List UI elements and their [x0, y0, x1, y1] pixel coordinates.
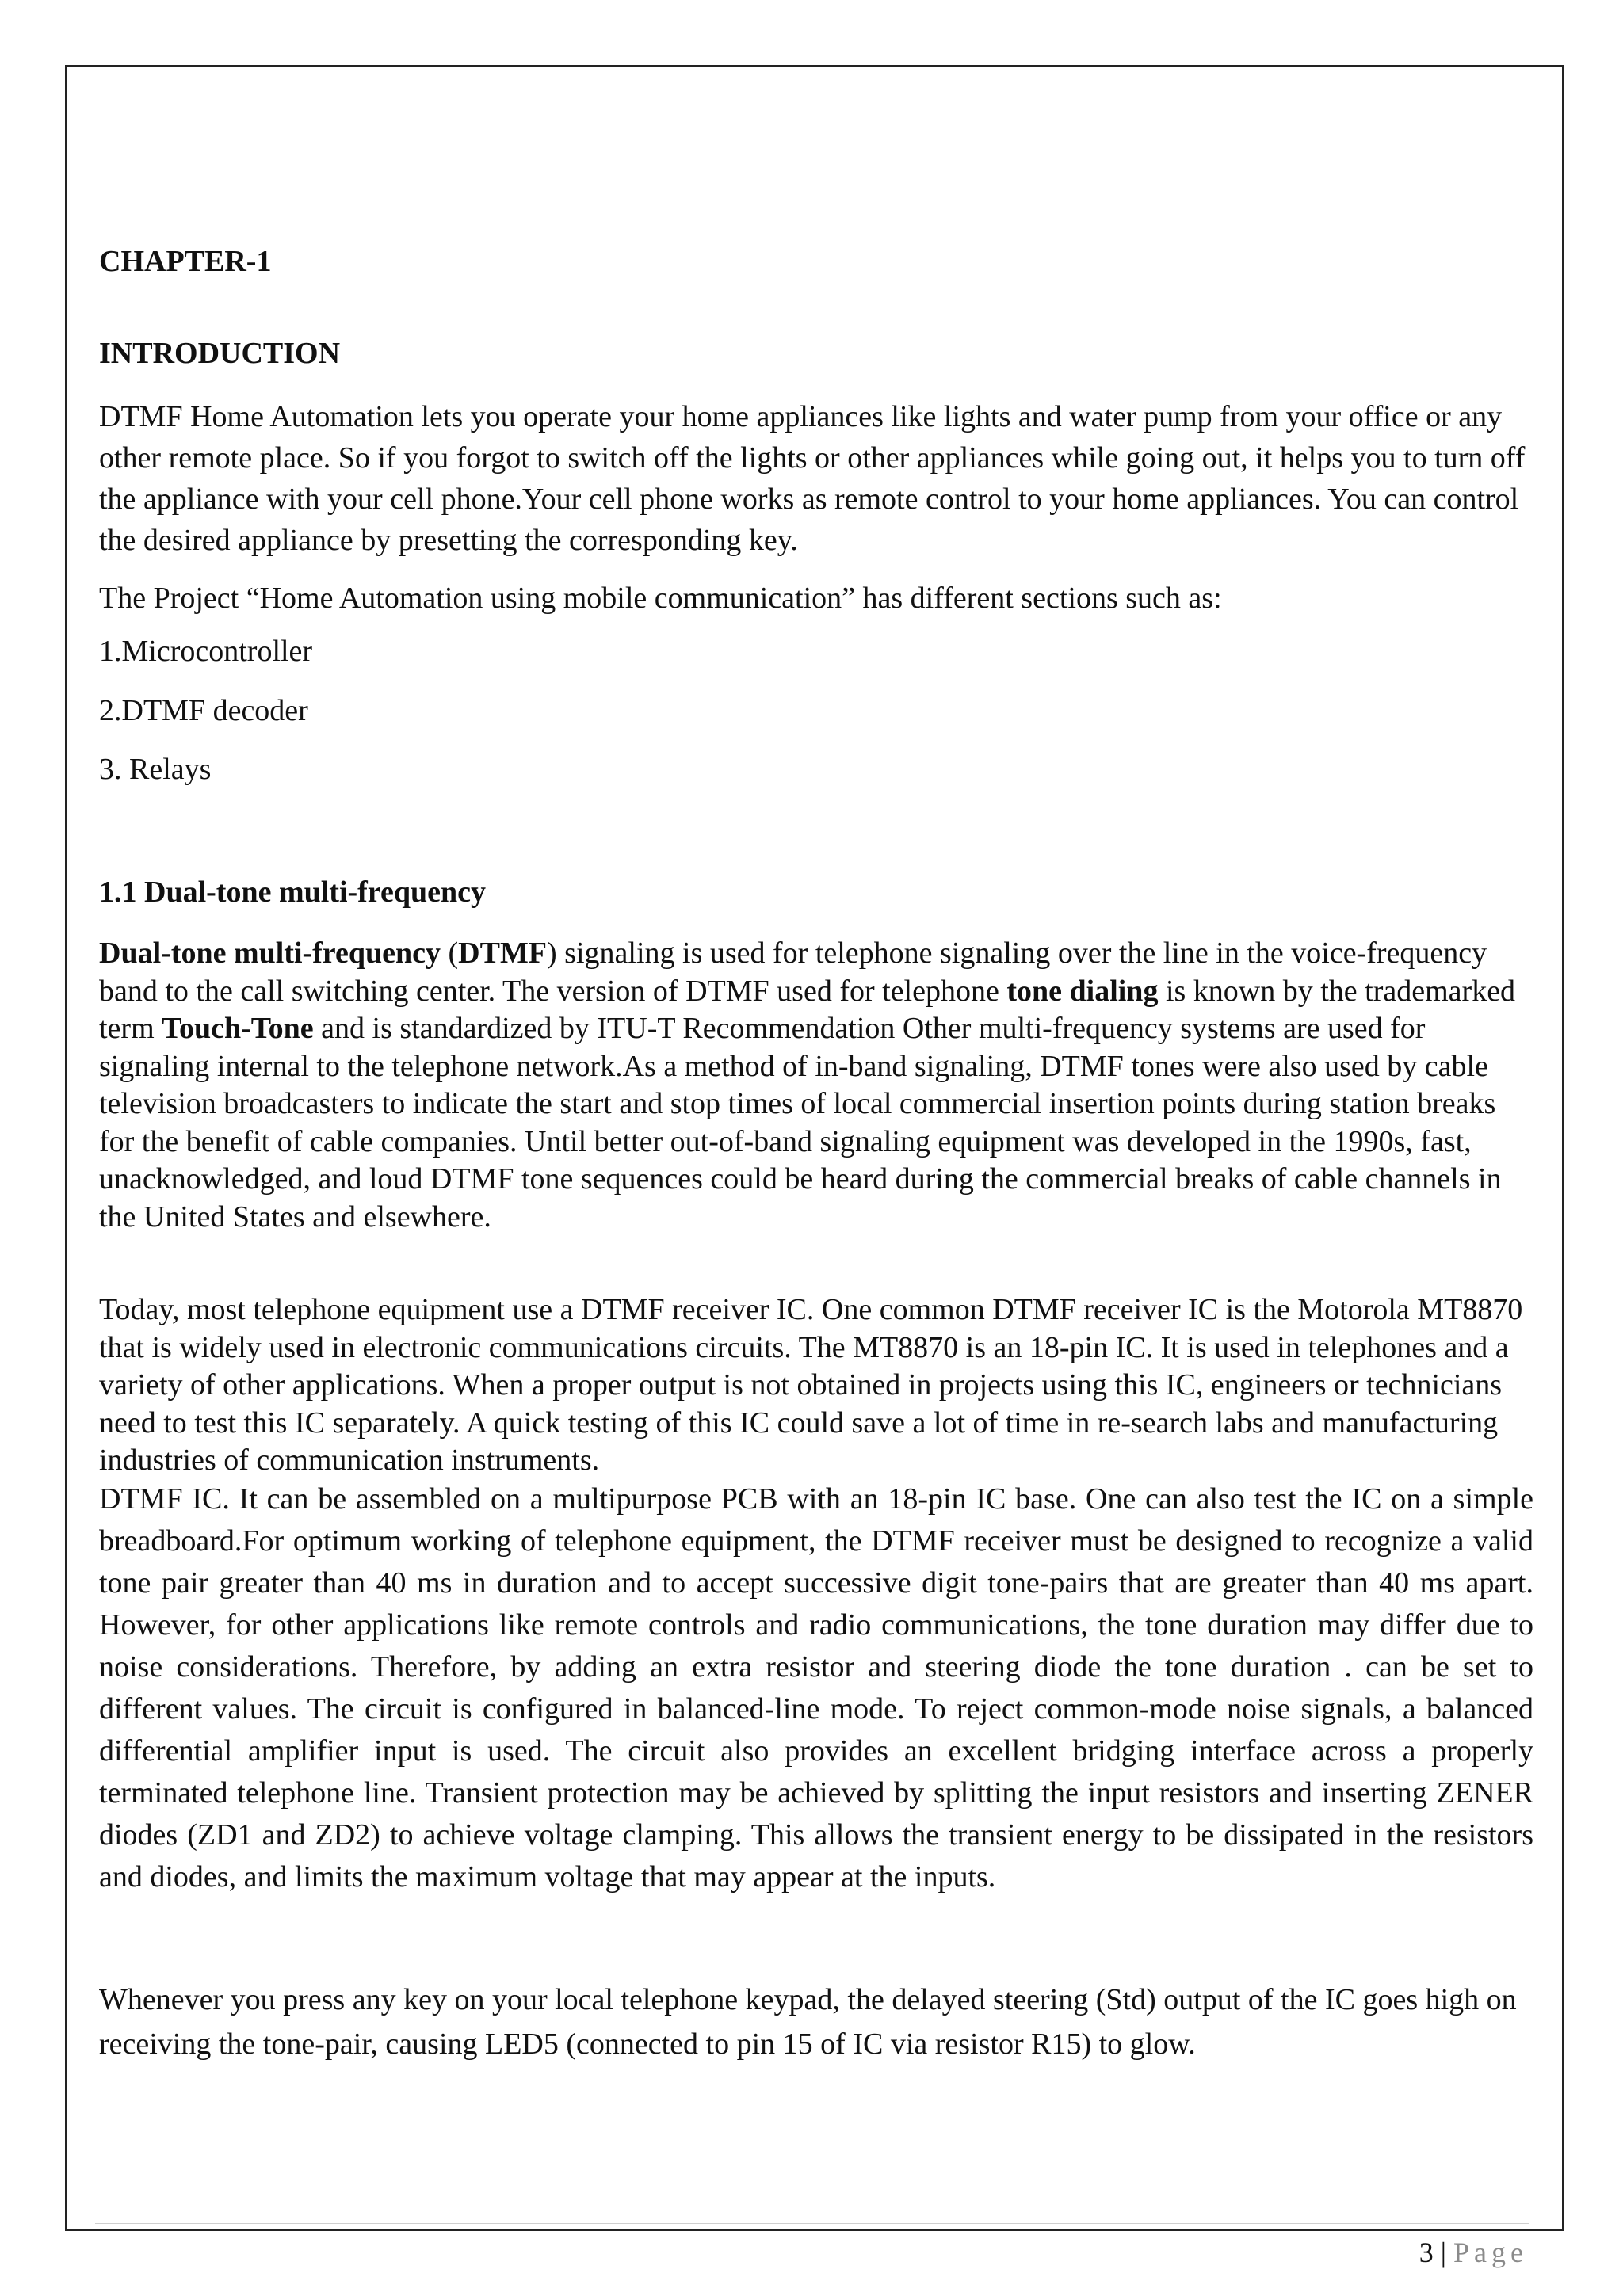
section-1-1-heading: 1.1 Dual-tone multi-frequency [99, 875, 486, 909]
section-item-dtmf-decoder: 2.DTMF decoder [99, 694, 308, 727]
dtmf-text-1: ) signaling is used for telephone signaling over the line in the voice-frequency band to the call switching center. The version of DTMF used for telephone [99, 936, 1487, 1008]
dtmf-text-3: and is standardized by ITU-T Recommendation Other multi-frequency systems are used for signaling internal to the telephone network.As a method of in-band signaling, DTMF tones were also used by cable television broadcasters to indicate the start and stop times of local commercial insertion points during station breaks for the benefit of cable companies. Until better out-of-band signaling equipment was developed in the 1990s, fast, unacknowledged, and loud DTMF tone sequences could be heard during the commercial breaks of cable channels in the United States and elsewhere. [99, 1012, 1502, 1234]
dtmf-ic-paragraph: DTMF IC. It can be assembled on a multipurpose PCB with an 18-pin IC base. One can also test the IC on a simple breadboard.For optimum working of telephone equipment, the DTMF receiver must be designed to recognize a valid tone pair greater than 40 ms in duration and to accept successive digit tone-pairs that are greater than 40 ms apart. However, for other applications like remote controls and radio communications, the tone duration may differ due to noise considerations. Therefore, by adding an extra resistor and steering diode the tone duration . can be set to different values. The circuit is configured in balanced-line mode. To reject common-mode noise signals, a balanced differential amplifier input is used. The circuit also provides an excellent bridging interface across a properly terminated telephone line. Transient protection may be achieved by splitting the input resistors and inserting ZENER diodes (ZD1 and ZD2) to achieve voltage clamping. This allows the transient energy to be dissipated in the resistors and diodes, and limits the maximum voltage that may appear at the inputs. [99, 1482, 1533, 1894]
introduction-heading: INTRODUCTION [99, 337, 341, 370]
term-touch-tone: Touch-Tone [162, 1012, 314, 1045]
today-paragraph: Today, most telephone equipment use a DTMF receiver IC. One common DTMF receiver IC is the Motorola MT8870 that is widely used in electronic communications circuits. The MT8870 is an 18-pin IC. It is used in telephones and a variety of other applications. When a proper output is not obtained in projects using this IC, engineers or technicians need to test this IC separately. A quick testing of this IC could save a lot of time in re-search labs and manufacturing industries of communication instruments. [99, 1293, 1523, 1477]
intro-paragraph: DTMF Home Automation lets you operate your home appliances like lights and water pump from your office or any other remote place. So if you forgot to switch off the lights or other appliances while going out, it helps you to turn off the appliance with your cell phone.Your cell phone works as remote control to your home appliances. You can control the desired appliance by presetting the corresponding key. [99, 400, 1526, 557]
page-number: 3 [1419, 2237, 1434, 2268]
whenever-paragraph: Whenever you press any key on your local telephone keypad, the delayed steering (Std) output of the IC goes high on receiving the tone-pair, causing LED5 (connected to pin 15 of IC via resistor R15) to glow. [99, 1983, 1517, 2061]
text-open-paren: ( [441, 936, 459, 970]
dtmf-paragraph [99, 935, 1533, 1236]
section-item-relays: 3. Relays [99, 753, 212, 786]
term-tone-dialing: tone dialing [1006, 974, 1159, 1008]
term-dtmf-full: Dual-tone multi-frequency [99, 936, 441, 970]
term-dtmf-abbr: DTMF [458, 936, 548, 970]
footer-divider [95, 2223, 1529, 2224]
page-footer [1419, 2236, 1528, 2269]
section-item-microcontroller: 1.Microcontroller [99, 635, 313, 668]
dtmf-text-2: is known by the trademarked term [99, 974, 1516, 1045]
sections-intro: The Project “Home Automation using mobile communication” has different sections such as: [99, 582, 1222, 615]
page-label: Page [1453, 2237, 1528, 2268]
chapter-label: CHAPTER-1 [99, 245, 272, 278]
page-separator: | [1433, 2237, 1454, 2268]
